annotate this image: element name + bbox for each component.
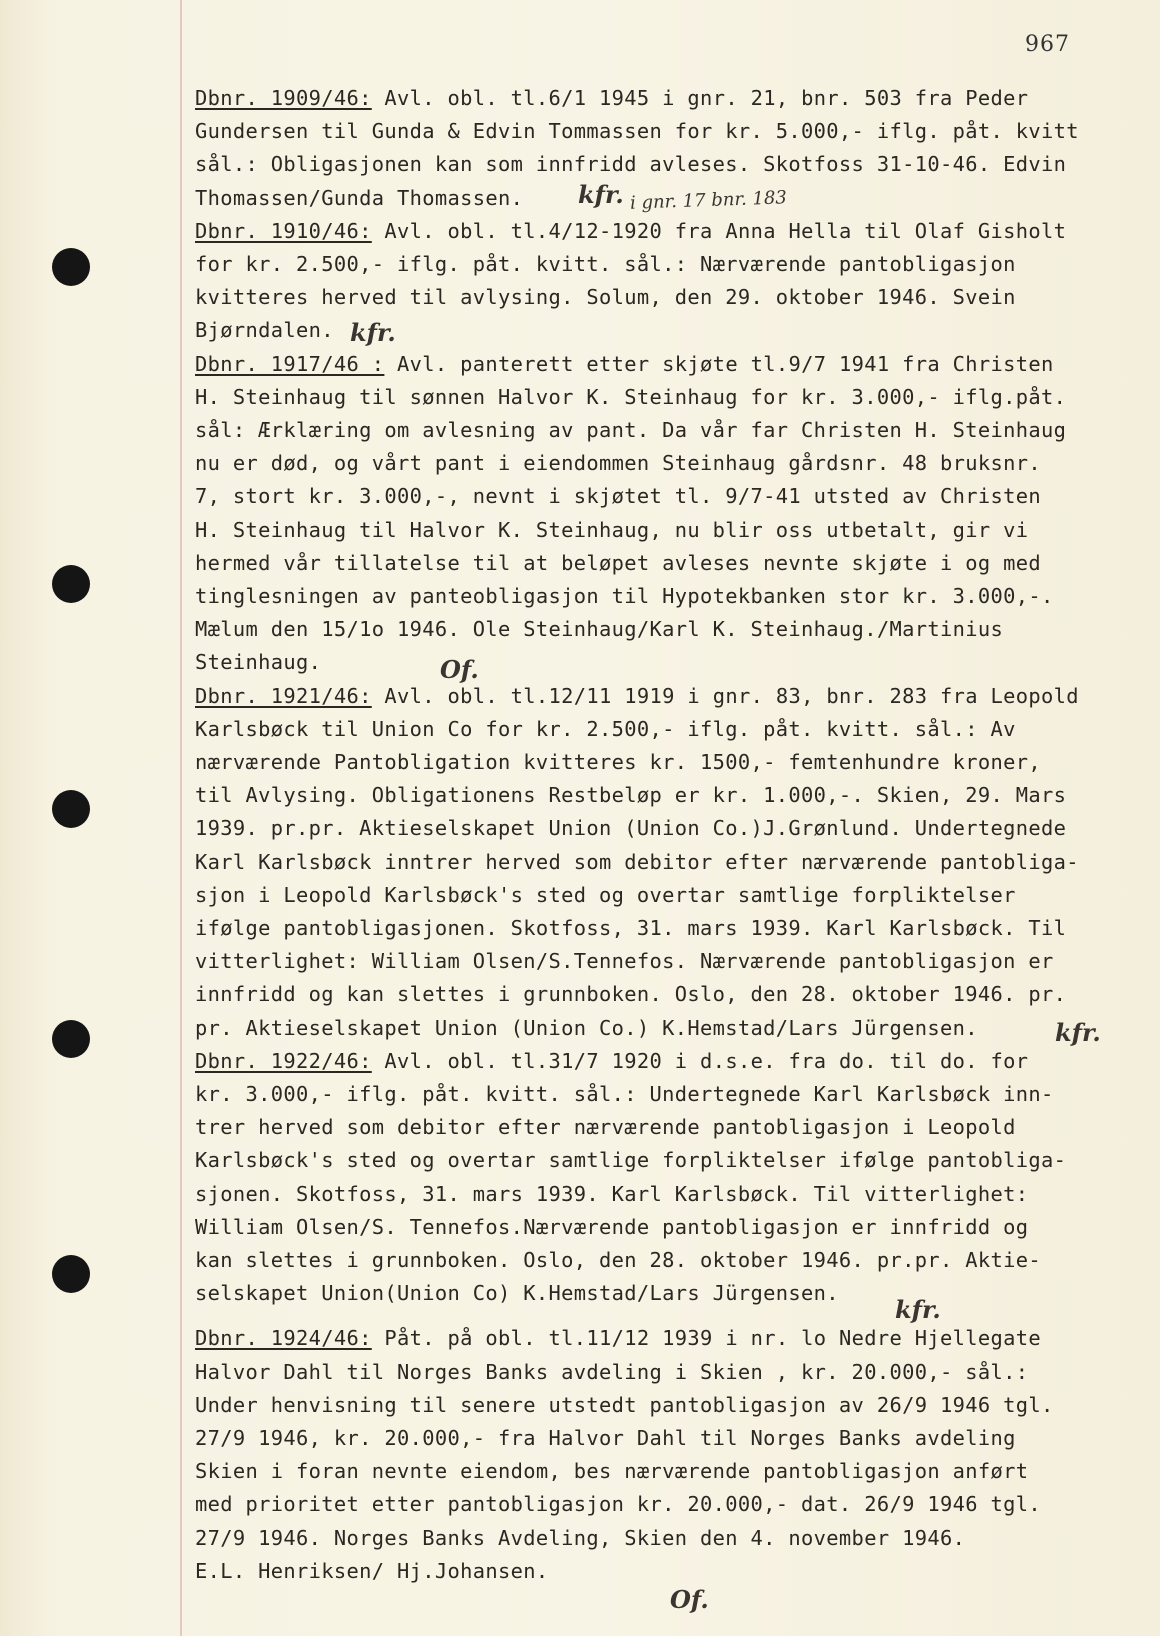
text-line (195, 852, 1079, 872)
text-line (195, 1428, 1016, 1448)
text-line (195, 1084, 1054, 1104)
punch-hole (52, 565, 90, 603)
line-text: Avl. obl. tl.12/11 1919 i gnr. 83, bnr. 283 fra Leopold (371, 684, 1079, 708)
margin-line (180, 0, 182, 1636)
entry-reference: Dbnr. 1909/46: (195, 86, 372, 110)
entry-first-line (195, 88, 1028, 108)
line-text: nu er død, og vårt pant i eiendommen Steinhaug gårdsnr. 48 bruksnr. (195, 451, 1041, 475)
line-text: nærværende Pantobligation kvitteres kr. 1500,- femtenhundre kroner, (195, 750, 1041, 774)
line-text: kr. 3.000,- iflg. påt. kvitt. sål.: Undertegnede Karl Karlsbøck inn- (195, 1082, 1054, 1106)
line-text: Karlsbøck til Union Co for kr. 2.500,- iflg. påt. kvitt. sål.: Av (195, 717, 1016, 741)
entry-reference: Dbnr. 1921/46: (195, 684, 372, 708)
line-text: sål: Ærklæring om avlesning av pant. Da vår far Christen H. Steinhaug (195, 418, 1067, 442)
handwritten-initials: Of. (670, 1585, 709, 1614)
line-text: Under henvisning til senere utstedt pantobligasjon av 26/9 1946 tgl. (195, 1393, 1054, 1417)
line-text: trer herved som debitor efter nærværende pantobligasjon i Leopold (195, 1115, 1016, 1139)
text-line (195, 287, 1016, 307)
text-line (195, 1494, 1041, 1514)
entry-first-line (195, 686, 1079, 706)
line-text: William Olsen/S. Tennefos.Nærværende pantobligasjon er innfridd og (195, 1215, 1029, 1239)
line-text: sjon i Leopold Karlsbøck's sted og overtar samtlige forpliktelser (195, 883, 1016, 907)
line-text: 1939. pr.pr. Aktieselskapet Union (Union Co.)J.Grønlund. Undertegnede (195, 816, 1067, 840)
line-text: Avl. panterett etter skjøte tl.9/7 1941 fra Christen (384, 352, 1054, 376)
text-line (195, 1018, 978, 1038)
text-line (195, 453, 1041, 473)
text-line (195, 520, 1028, 540)
line-text: Skien i foran nevnte eiendom, bes nærværende pantobligasjon anført (195, 1459, 1029, 1483)
line-text: Karlsbøck's sted og overtar samtlige forpliktelser ifølge pantobliga- (195, 1148, 1067, 1172)
line-text: Avl. obl. tl.4/12-1920 fra Anna Hella til Olaf Gisholt (371, 219, 1067, 243)
text-line (195, 1184, 1028, 1204)
entry-first-line (195, 1051, 1028, 1071)
line-text: kvitteres herved til avlysing. Solum, den 29. oktober 1946. Svein (195, 285, 1016, 309)
entry-reference: Dbnr. 1917/46 : (195, 352, 385, 376)
punch-hole (52, 248, 90, 286)
entry-first-line (195, 354, 1054, 374)
handwritten-initials: kfr. (350, 318, 396, 347)
line-text: til Avlysing. Obligationens Restbeløp er kr. 1.000,-. Skien, 29. Mars (195, 783, 1067, 807)
text-line (195, 420, 1066, 440)
line-text: 7, stort kr. 3.000,-, nevnt i skjøtet tl. 9/7-41 utsted av Christen (195, 484, 1041, 508)
text-line (195, 918, 1066, 938)
text-line (195, 1217, 1028, 1237)
text-line (195, 320, 334, 340)
handwritten-note: i gnr. 17 bnr. 183 (629, 187, 788, 214)
text-line (195, 619, 1003, 639)
entry-first-line (195, 221, 1066, 241)
line-text: Bjørndalen. (195, 318, 334, 342)
text-line (195, 1117, 1016, 1137)
line-text: hermed vår tillatelse til at beløpet avleses nevnte skjøte i og med (195, 551, 1041, 575)
text-line (195, 785, 1066, 805)
text-line (195, 1150, 1066, 1170)
text-line (195, 188, 523, 208)
text-line (195, 818, 1066, 838)
line-text: E.L. Henriksen/ Hj.Johansen. (195, 1559, 549, 1583)
line-text: selskapet Union(Union Co) K.Hemstad/Lars Jürgensen. (195, 1281, 839, 1305)
text-line (195, 885, 1016, 905)
punch-hole (52, 1020, 90, 1058)
text-line (195, 1250, 1041, 1270)
line-text: for kr. 2.500,- iflg. påt. kvitt. sål.: Nærværende pantobligasjon (195, 252, 1016, 276)
line-text: Karl Karlsbøck inntrer herved som debitor efter nærværende pantobliga- (195, 850, 1079, 874)
line-text: kan slettes i grunnboken. Oslo, den 28. oktober 1946. pr.pr. Aktie- (195, 1248, 1041, 1272)
line-text: H. Steinhaug til sønnen Halvor K. Steinhaug for kr. 3.000,- iflg.påt. (195, 385, 1067, 409)
text-line (195, 154, 1066, 174)
text-line (195, 254, 1016, 274)
line-text: Avl. obl. tl.6/1 1945 i gnr. 21, bnr. 503 fra Peder (371, 86, 1029, 110)
punch-hole (52, 1255, 90, 1293)
line-text: Steinhaug. (195, 650, 322, 674)
text-line (195, 1283, 839, 1303)
entry-reference: Dbnr. 1924/46: (195, 1326, 372, 1350)
text-line (195, 984, 1066, 1004)
page-number: 967 (1025, 32, 1070, 57)
handwritten-initials: kfr. (578, 180, 624, 209)
punch-hole (52, 790, 90, 828)
line-text: Påt. på obl. tl.11/12 1939 i nr. lo Nedre Hjellegate (371, 1326, 1041, 1350)
line-text: Halvor Dahl til Norges Banks avdeling i Skien , kr. 20.000,- sål.: (195, 1360, 1029, 1384)
text-line (195, 752, 1041, 772)
text-line (195, 1561, 549, 1581)
text-line (195, 486, 1041, 506)
text-line (195, 553, 1041, 573)
line-text: vitterlighet: William Olsen/S.Tennefos. Nærværende pantobligasjon er (195, 949, 1054, 973)
line-text: Gundersen til Gunda & Edvin Tommassen for kr. 5.000,- iflg. påt. kvitt (195, 119, 1079, 143)
line-text: sjonen. Skotfoss, 31. mars 1939. Karl Karlsbøck. Til vitterlighet: (195, 1182, 1029, 1206)
text-line (195, 1528, 965, 1548)
handwritten-initials: kfr. (1055, 1018, 1101, 1047)
text-line (195, 1362, 1028, 1382)
text-line (195, 719, 1016, 739)
line-text: H. Steinhaug til Halvor K. Steinhaug, nu blir oss utbetalt, gir vi (195, 518, 1029, 542)
line-text: tinglesningen av panteobligasjon til Hypotekbanken stor kr. 3.000,-. (195, 584, 1054, 608)
line-text: 27/9 1946, kr. 20.000,- fra Halvor Dahl til Norges Banks avdeling (195, 1426, 1016, 1450)
handwritten-initials: Of. (440, 655, 479, 684)
line-text: Mælum den 15/1o 1946. Ole Steinhaug/Karl K. Steinhaug./Martinius (195, 617, 1004, 641)
line-text: innfridd og kan slettes i grunnboken. Oslo, den 28. oktober 1946. pr. (195, 982, 1067, 1006)
line-text: 27/9 1946. Norges Banks Avdeling, Skien den 4. november 1946. (195, 1526, 966, 1550)
text-line (195, 387, 1066, 407)
entry-reference: Dbnr. 1910/46: (195, 219, 372, 243)
text-line (195, 1395, 1054, 1415)
text-line (195, 951, 1054, 971)
text-line (195, 652, 321, 672)
line-text: pr. Aktieselskapet Union (Union Co.) K.Hemstad/Lars Jürgensen. (195, 1016, 978, 1040)
line-text: med prioritet etter pantobligasjon kr. 20.000,- dat. 26/9 1946 tgl. (195, 1492, 1041, 1516)
entry-reference: Dbnr. 1922/46: (195, 1049, 372, 1073)
text-line (195, 1461, 1028, 1481)
handwritten-initials: kfr. (895, 1295, 941, 1324)
line-text: Thomassen/Gunda Thomassen. (195, 186, 524, 210)
line-text: Avl. obl. tl.31/7 1920 i d.s.e. fra do. til do. for (371, 1049, 1029, 1073)
line-text: sål.: Obligasjonen kan som innfridd avleses. Skotfoss 31-10-46. Edvin (195, 152, 1067, 176)
line-text: ifølge pantobligasjonen. Skotfoss, 31. mars 1939. Karl Karlsbøck. Til (195, 916, 1067, 940)
entry-first-line (195, 1328, 1041, 1348)
text-line (195, 121, 1079, 141)
text-line (195, 586, 1054, 606)
